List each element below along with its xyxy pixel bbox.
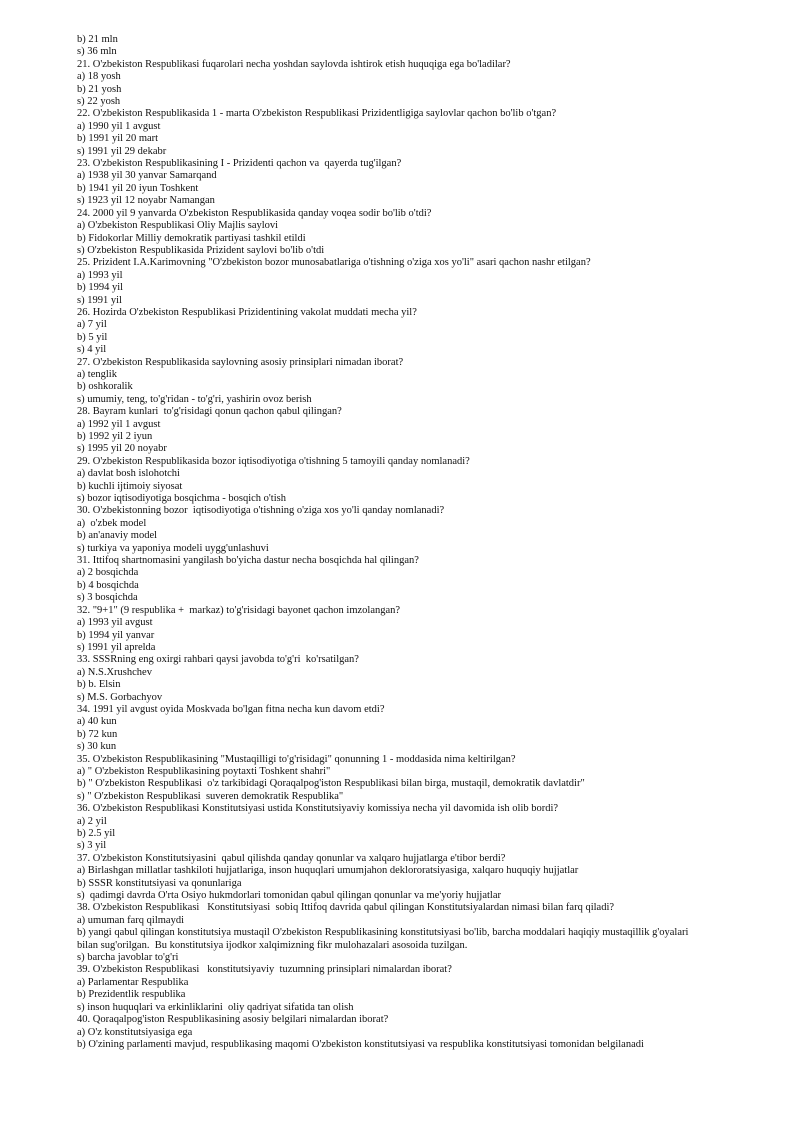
answer-option: b) 1991 yil 20 mart bbox=[77, 133, 159, 145]
question-line: 33. SSSRning eng oxirgi rahbari qaysi javobda to'g'ri ko'rsatilgan? bbox=[77, 654, 359, 666]
answer-option: b) SSSR konstitutsiyasi va qonunlariga bbox=[77, 877, 242, 889]
answer-option: a) 1993 yil avgust bbox=[77, 617, 153, 629]
answer-option: s) 1923 yil 12 noyabr Namangan bbox=[77, 195, 215, 207]
answer-option: s) 1991 yil 29 dekabr bbox=[77, 145, 167, 157]
question-line: 26. Hozirda O'zbekiston Respublikasi Prizidentining vakolat muddati mecha yil? bbox=[77, 306, 417, 318]
answer-option: b) " O'zbekiston Respublikasi o'z tarkibidagi Qoraqalpog'iston Respublikasi bilan birga, mustaqil, demokratik davlatdir" bbox=[77, 778, 585, 790]
answer-option: a) O'zbekiston Respublikasi Oliy Majlis saylovi bbox=[77, 220, 279, 232]
answer-option: s) " O'zbekiston Respublikasi suveren demokratik Respublika" bbox=[77, 790, 344, 802]
answer-option: b) 72 kun bbox=[77, 728, 118, 740]
answer-option: b) oshkoralik bbox=[77, 381, 133, 393]
answer-option: a) tenglik bbox=[77, 368, 117, 380]
question-line: 29. O'zbekiston Respublikasida bozor iqtisodiyotiga o'tishning 5 tamoyili qanday nomlanadi? bbox=[77, 455, 470, 467]
question-line: 22. O'zbekiston Respublikasida 1 - marta O'zbekiston Respublikasi Prizidentligiga saylovlar qachon bo'lib o'tgan? bbox=[77, 108, 557, 120]
answer-option: s) umumiy, teng, to'g'ridan - to'g'ri, yashirin ovoz berish bbox=[77, 393, 312, 405]
answer-option: s) 1991 yil aprelda bbox=[77, 641, 156, 653]
answer-option: b) an'anaviy model bbox=[77, 530, 158, 542]
question-line: 27. O'zbekiston Respublikasida saylovning asosiy prinsiplari nimadan iborat? bbox=[77, 356, 404, 368]
answer-option: s) 1995 yil 20 noyabr bbox=[77, 443, 167, 455]
answer-option: a) N.S.Xrushchev bbox=[77, 666, 152, 678]
answer-option: s) turkiya va yaponiya modeli uygg'unlashuvi bbox=[77, 542, 269, 554]
answer-option: a) davlat bosh islohotchi bbox=[77, 468, 180, 480]
answer-option: s) inson huquqlari va erkinliklarini oliy qadriyat sifatida tan olish bbox=[77, 1001, 354, 1013]
question-line: 39. O'zbekiston Respublikasi konstitutsiyaviy tuzumning prinsiplari nimalardan iborat? bbox=[77, 964, 452, 976]
question-line: 23. O'zbekiston Respublikasining I - Prizidenti qachon va qayerda tug'ilgan? bbox=[77, 158, 402, 170]
answer-option: s) 1991 yil bbox=[77, 294, 122, 306]
answer-option: a) Birlashgan millatlar tashkiloti hujjatlariga, inson huquqlari umumjahon deklororatsiyasiga, xalqaro huquqiy hujjatlar bbox=[77, 865, 579, 877]
question-line: 31. Ittifoq shartnomasini yangilash bo'yicha dastur necha bosqichda hal qilingan? bbox=[77, 555, 419, 567]
answer-option: s) 22 yosh bbox=[77, 96, 121, 108]
answer-option: b) yangi qabul qilingan konstitutsiya mustaqil O'zbekiston Respublikasining konstitutsiyasi bo'lib, barcha moddalari haqiqiy mustaqillik g'oyalari bbox=[77, 927, 689, 939]
answer-option: b) 1992 yil 2 iyun bbox=[77, 431, 153, 442]
question-line: 30. O'zbekistonning bozor iqtisodiyotiga o'tishning o'ziga xos yo'li qanday nomlanadi? bbox=[77, 505, 445, 517]
question-line: 32. "9+1" (9 respublika + markaz) to'g'risidagi bayonet qachon imzolangan? bbox=[77, 604, 401, 616]
question-line: 21. O'zbekiston Respublikasi fuqarolari necha yoshdan saylovda ishtirok etish huquqiga ega bo'ladilar? bbox=[77, 58, 511, 70]
question-line: 25. Prizident I.A.Karimovning "O'zbekiston bozor munosabatlariga o'tishning o'ziga xos yo'li" asari qachon nashr etilgan? bbox=[77, 257, 591, 269]
question-line: 38. O'zbekiston Respublikasi Konstitutsiyasi sobiq Ittifoq davrida qabul qilingan Konstitutsiyalardan nimasi bilan farq qiladi? bbox=[77, 902, 615, 914]
answer-option: b) 4 bosqichda bbox=[77, 579, 139, 591]
answer-option: s) 3 yil bbox=[77, 840, 107, 852]
answer-option: a) 1938 yil 30 yanvar Samarqand bbox=[77, 170, 217, 182]
answer-option: a) " O'zbekiston Respublikasining poytaxti Toshkent shahri" bbox=[77, 765, 331, 777]
answer-option: b) Fidokorlar Milliy demokratik partiyasi tashkil etildi bbox=[77, 232, 306, 244]
answer-option: a) O'z konstitutsiyasiga ega bbox=[77, 1026, 193, 1038]
answer-option: a) 1990 yil 1 avgust bbox=[77, 120, 161, 132]
answer-option: b) 5 yil bbox=[77, 331, 108, 343]
question-line: 28. Bayram kunlari to'g'risidagi qonun qachon qabul qilingan? bbox=[77, 406, 342, 418]
answer-option: a) 1992 yil 1 avgust bbox=[77, 418, 161, 430]
answer-option: s) 4 yil bbox=[77, 344, 107, 356]
answer-option: s) 36 mln bbox=[77, 46, 117, 58]
answer-option: b) 21 mln bbox=[77, 34, 118, 45]
answer-option: a) 2 bosqichda bbox=[77, 567, 139, 579]
question-line: 36. O'zbekiston Respublikasi Konstitutsiyasi ustida Konstitutsiyaviy komissiya necha yil davomida ish olib bordi? bbox=[77, 803, 559, 815]
answer-option: s) O'zbekiston Respublikasida Prizident saylovi bo'lib o'tdi bbox=[77, 244, 325, 256]
answer-option: b) Prezidentlik respublika bbox=[77, 989, 186, 1001]
answer-option: a) 18 yosh bbox=[77, 71, 121, 83]
answer-option: s) 30 kun bbox=[77, 741, 117, 753]
answer-option: b) 1941 yil 20 iyun Toshkent bbox=[77, 182, 199, 194]
answer-option: a) Parlamentar Respublika bbox=[77, 976, 189, 988]
question-line: 37. O'zbekiston Konstitutsiyasini qabul qilishda qanday qonunlar va xalqaro hujjatlarga e'tibor berdi? bbox=[77, 852, 506, 864]
answer-option: a) 7 yil bbox=[77, 319, 107, 331]
answer-option: b) kuchli ijtimoiy siyosat bbox=[77, 480, 183, 492]
answer-option: s) barcha javoblar to'g'ri bbox=[77, 952, 179, 964]
answer-option: b) O'zining parlamenti mavjud, respublikasing maqomi O'zbekiston konstitutsiyasi va respublika konstitutsiyasi tomonidan belgilanadi bbox=[77, 1038, 644, 1050]
answer-option: b) b. Elsin bbox=[77, 679, 121, 691]
answer-option: b) 21 yosh bbox=[77, 83, 122, 95]
text-line: bilan sug'orilgan. Bu konstitutsiya ijodkor xalqimizning fikr mulohazalari asosoida tuzilgan. bbox=[77, 939, 468, 951]
document-page bbox=[77, 34, 777, 1051]
answer-option: b) 1994 yil bbox=[77, 282, 124, 294]
question-line: 35. O'zbekiston Respublikasining "Mustaqilligi to'g'risidagi" qonunning 1 - moddasida nima keltirilgan? bbox=[77, 753, 516, 765]
answer-option: a) o'zbek model bbox=[77, 517, 147, 529]
answer-option: s) M.S. Gorbachyov bbox=[77, 691, 163, 703]
question-line: 34. 1991 yil avgust oyida Moskvada bo'lgan fitna necha kun davom etdi? bbox=[77, 703, 385, 715]
answer-option: a) 1993 yil bbox=[77, 269, 123, 281]
answer-option: s) qadimgi davrda O'rta Osiyo hukmdorlari tomonidan qabul qilingan qonunlar va me'yoriy hujjatlar bbox=[77, 890, 501, 902]
question-line: 24. 2000 yil 9 yanvarda O'zbekiston Respublikasida qanday voqea sodir bo'lib o'tdi? bbox=[77, 207, 432, 219]
answer-option: b) 2.5 yil bbox=[77, 828, 116, 839]
answer-option: a) 40 kun bbox=[77, 716, 117, 728]
question-line: 40. Qoraqalpog'iston Respublikasining asosiy belgilari nimalardan iborat? bbox=[77, 1014, 389, 1026]
answer-option: s) bozor iqtisodiyotiga bosqichma - bosqich o'tish bbox=[77, 493, 286, 505]
answer-option: b) 1994 yil yanvar bbox=[77, 629, 155, 641]
answer-option: a) 2 yil bbox=[77, 815, 107, 827]
answer-option: s) 3 bosqichda bbox=[77, 592, 138, 604]
answer-option: a) umuman farq qilmaydi bbox=[77, 914, 185, 926]
